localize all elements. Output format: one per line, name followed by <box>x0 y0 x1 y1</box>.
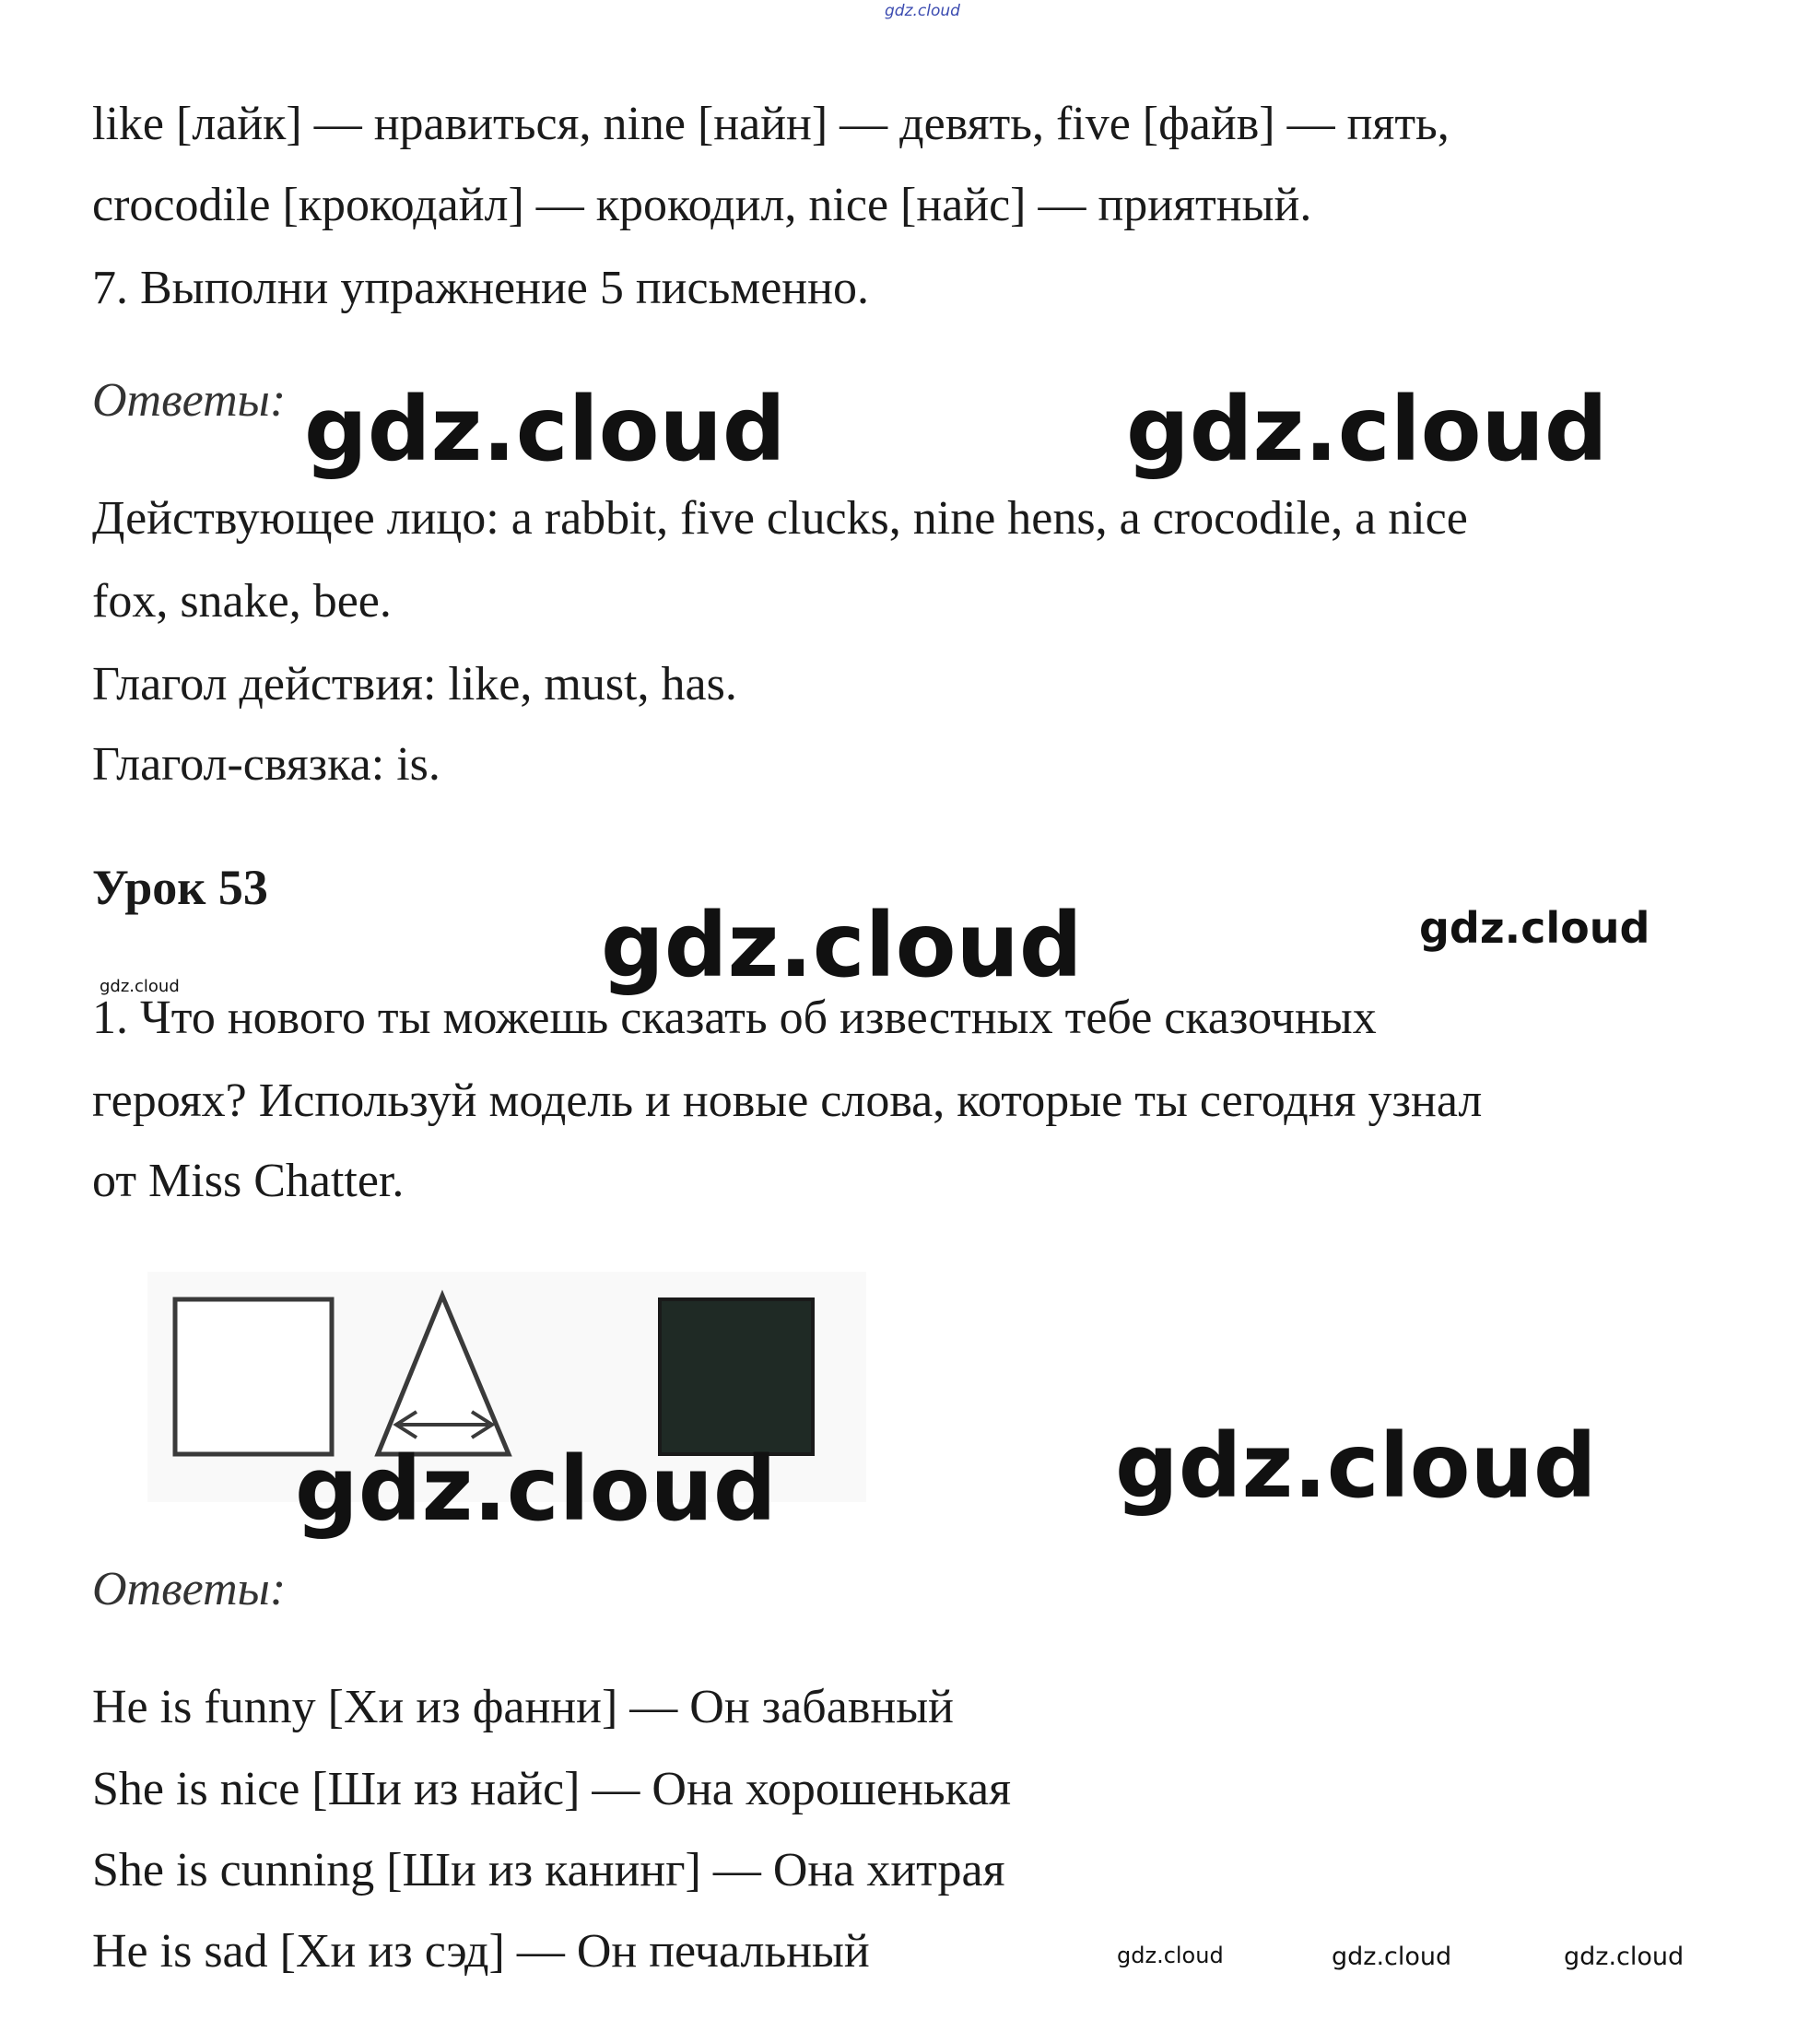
answer-line-3: She is cunning [Ши из канинг] — Она хитрая <box>92 1844 1005 1896</box>
lesson-title: Урок 53 <box>92 860 268 915</box>
vocab-line-1: like [лайк] — нравиться, nine [найн] — девять, five [файв] — пять, <box>92 98 1450 150</box>
task-1-line-1: 1. Что нового ты можешь сказать об известных тебе сказочных <box>92 992 1377 1044</box>
watermark-9: gdz.cloud <box>1332 1943 1452 1971</box>
task-1-line-3: от Miss Chatter. <box>92 1155 405 1207</box>
vocab-line-2: crocodile [крокодайл] — крокодил, nice [найс] — приятный. <box>92 179 1312 231</box>
answer-line-1: He is funny [Хи из фанни] — Он забавный <box>92 1681 954 1733</box>
verb-link-line: Глагол-связка: is. <box>92 738 440 791</box>
answer-line-2: She is nice [Ши из найс] — Она хорошенькая <box>92 1763 1012 1815</box>
task-1-line-2: героях? Используй модель и новые слова, которые ты сегодня узнал <box>92 1074 1483 1127</box>
watermark-7: gdz.cloud <box>1115 1415 1597 1518</box>
watermark-3: gdz.cloud <box>601 894 1083 997</box>
watermark-10: gdz.cloud <box>1564 1943 1685 1971</box>
answers-label-1: Ответы: <box>92 374 287 427</box>
watermark-1: gdz.cloud <box>304 378 786 481</box>
watermark-8: gdz.cloud <box>1117 1943 1224 1968</box>
verb-action-line: Глагол действия: like, must, has. <box>92 658 737 710</box>
filled-square-shape <box>660 1299 813 1454</box>
watermark-4: gdz.cloud <box>1419 903 1650 953</box>
answers-label-2: Ответы: <box>92 1563 287 1615</box>
empty-square-shape <box>175 1299 332 1454</box>
watermark-5: gdz.cloud <box>100 977 180 996</box>
task-7: 7. Выполни упражнение 5 письменно. <box>92 262 869 314</box>
answer-line-4: He is sad [Хи из сэд] — Он печальный <box>92 1925 870 1978</box>
triangle-shape <box>378 1296 509 1454</box>
watermark-2: gdz.cloud <box>1126 378 1608 481</box>
actor-line-1: Действующее лицо: a rabbit, five clucks, nine hens, a crocodile, a nice <box>92 492 1468 545</box>
watermark-top: gdz.cloud <box>885 2 960 20</box>
watermark-6: gdz.cloud <box>295 1438 777 1541</box>
actor-line-2: fox, snake, bee. <box>92 575 392 628</box>
